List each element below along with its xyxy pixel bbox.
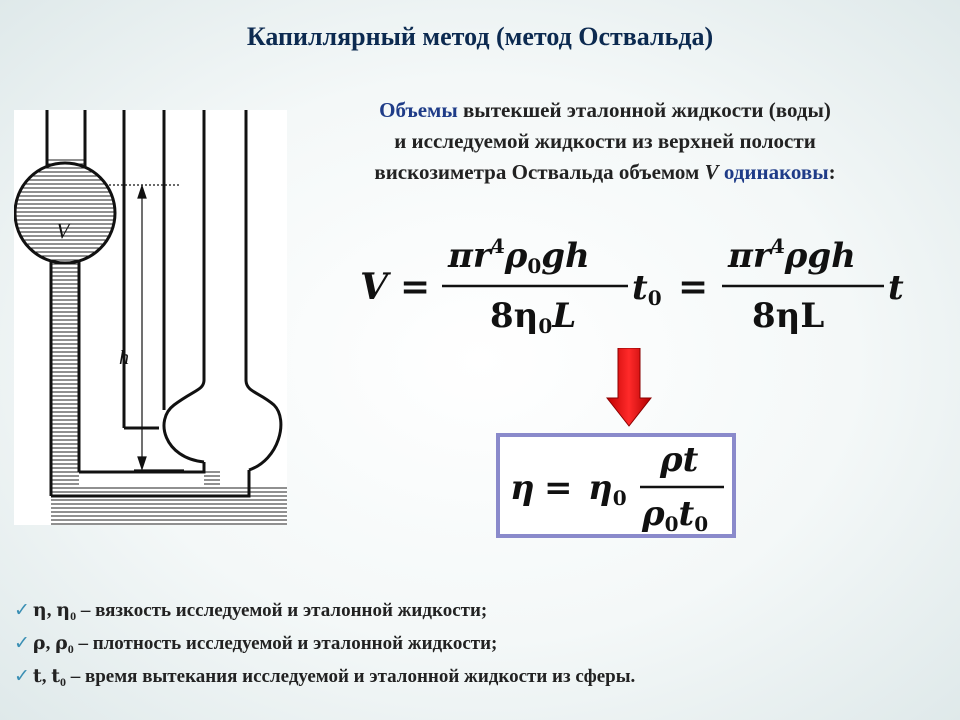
note-item-viscosity	[14, 594, 635, 627]
result-den1: ρ	[642, 494, 665, 534]
svg-text:ρ0t0	[641, 494, 708, 534]
result-coef: η	[588, 468, 613, 508]
formula-num1-sub: 0	[527, 254, 542, 278]
description-accent-end: одинаковы	[718, 160, 829, 184]
note-separator: ,	[41, 666, 52, 687]
svg-text:t0	[632, 268, 662, 310]
description-var-v: V	[704, 160, 719, 184]
note-symbol: η	[32, 599, 47, 621]
svg-text:πr4ρ0gh	[447, 234, 590, 278]
result-eq: =	[544, 468, 573, 508]
formula-num2: πr	[728, 236, 771, 276]
note-subscript: 0	[67, 642, 74, 656]
checkmark-icon: ✓	[14, 599, 30, 621]
note-symbol-2: t	[51, 665, 60, 687]
formula-num1-tail: gh	[541, 236, 590, 276]
result-num: ρt	[660, 440, 699, 480]
formula-num1-pow: 4	[490, 234, 505, 258]
volume-label: V	[56, 218, 70, 243]
note-symbol-2: η	[56, 599, 71, 621]
formula-num2-tail: ρgh	[784, 236, 856, 276]
description-accent-word: Объемы	[379, 98, 458, 122]
result-lhs-eta: η	[510, 468, 535, 508]
formula-num2-pow: 4	[770, 234, 785, 258]
note-symbol: t	[32, 665, 42, 687]
result-den2: t	[678, 494, 695, 534]
poiseuille-volume-formula	[360, 222, 920, 342]
formula-den1-tail: L	[552, 296, 577, 336]
checkmark-icon: ✓	[14, 632, 30, 654]
formula-eq-2: =	[678, 266, 709, 308]
svg-text:η0	[588, 468, 627, 510]
description-text	[300, 95, 910, 188]
note-text: – плотность исследуемой и эталонной жидкости;	[73, 633, 498, 654]
checkmark-icon: ✓	[14, 665, 30, 687]
result-coef-sub: 0	[612, 486, 627, 510]
height-label: h	[119, 347, 129, 369]
formula-t: t	[888, 268, 904, 308]
ostwald-viscometer-diagram	[14, 110, 287, 525]
formula-den1: 8η	[490, 296, 539, 336]
note-symbol: ρ	[32, 632, 46, 654]
formula-t0-sub: 0	[647, 286, 662, 310]
formula-num1-rest: ρ	[504, 236, 528, 276]
viscosity-ratio-formula	[500, 437, 732, 534]
formula-eq-1: =	[400, 266, 431, 308]
formula-num1: πr	[448, 236, 491, 276]
down-arrow-icon	[606, 348, 652, 428]
formula-t0: t	[632, 268, 648, 308]
note-item-density	[14, 627, 635, 660]
result-den-sub2: 0	[694, 512, 709, 534]
legend-notes-list	[14, 594, 635, 693]
note-symbol-2: ρ	[55, 632, 68, 654]
note-separator: ,	[46, 600, 57, 621]
formula-lhs-v: V	[360, 266, 388, 308]
formula-den1-sub: 0	[538, 314, 553, 338]
result-den-sub1: 0	[664, 512, 679, 534]
note-subscript: 0	[70, 609, 77, 623]
note-separator: ,	[45, 633, 56, 654]
note-subscript: 0	[59, 675, 66, 689]
description-part1: вытекшей эталонной жидкости (воды)	[457, 98, 831, 122]
svg-text:πr4ρgh	[727, 234, 856, 276]
svg-text:8η0L	[490, 296, 576, 338]
note-item-time	[14, 660, 635, 693]
result-formula-box	[496, 433, 736, 538]
note-text: – время вытекания исследуемой и эталонной жидкости из сферы.	[65, 666, 636, 687]
slide-title: Капиллярный метод (метод Оствальда)	[246, 22, 714, 51]
formula-den2: 8ηL	[752, 296, 825, 336]
description-line3: вискозиметра Оствальда объемом	[374, 160, 705, 184]
description-line2: и исследуемой жидкости из верхней полости	[394, 129, 816, 153]
note-text: – вязкость исследуемой и эталонной жидкости;	[76, 600, 488, 621]
description-colon: :	[828, 160, 836, 184]
